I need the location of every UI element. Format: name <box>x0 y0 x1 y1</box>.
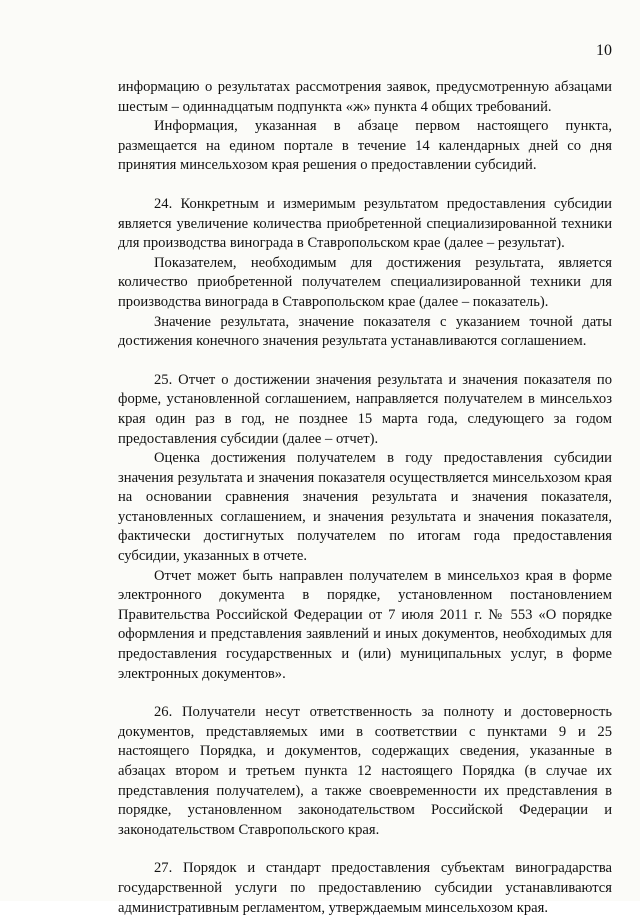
paragraph-24: 24. Конкретным и измеримым результатом предоставления субсидии является увеличение количества приобретенной специализированной техники для производства винограда в Ставропольском крае (далее – результат). <box>118 195 612 252</box>
paragraph-24-values: Значение результата, значение показателя с указанием точной даты достижения конечного значения результата устанавливаются соглашением. <box>118 313 612 350</box>
paragraph-continuation: информацию о результатах рассмотрения заявок, предусмотренную абзацами шестым – одиннадцатым подпункта «ж» пункта 4 общих требований. <box>118 79 612 115</box>
page-number: 10 <box>596 42 612 59</box>
paragraph-23-info: Информация, указанная в абзаце первом настоящего пункта, размещается на едином портале в течение 14 календарных дней со дня принятия минсельхозом края решения о предоставлении субсидий. <box>118 118 612 174</box>
paragraph-25: 25. Отчет о достижении значения результата и значения показателя по форме, установленной соглашением, направляется получателем в минсельхоз края один раз в год, не позднее 15 марта года, следующего за годом предоставления субсидии (далее – отчет). <box>118 371 612 447</box>
paragraph-27: 27. Порядок и стандарт предоставления субъектам виноградарства государственной услуги по предоставлению субсидии устанавливаются административным регламентом, утверждаемым минсельхозом края. <box>118 860 612 916</box>
paragraph-25-electronic: Отчет может быть направлен получателем в минсельхоз края в форме электронного документа в порядке, установленном постановлением Правительства Российской Федерации от 7 июля 2011 г. № 553 «О порядке оформления и представления заявлений и иных документов, необходимых для предоставления государственных и (или) муниципальных услуг, в форме электронных документов». <box>118 567 612 682</box>
paragraph-26: 26. Получатели несут ответственность за полноту и достоверность документов, представляемых ими в соответствии с пунктами 9 и 25 настоящего Порядка, и документов, содержащих сведения, указанные в абзацах втором и третьем пункта 12 настоящего Порядка (в случае их представления получателем), а также своевременности их представления в порядке, установленном законодательством Российской Федерации и законодательством Ставропольского края. <box>118 704 612 838</box>
paragraph-25-assessment: Оценка достижения получателем в году предоставления субсидии значения результата и значения показателя осуществляется минсельхозом края на основании сравнения значения результата и значения показателя, установленных соглашением, и значения результата и значения показателя, фактически достигнутых получателем по итогам года предоставления субсидии, указанных в отчете. <box>118 450 612 565</box>
paragraph-24-indicator: Показателем, необходимым для достижения результата, является количество приобретенной получателем специализированной техники для производства винограда в Ставропольском крае (далее – показатель). <box>118 254 612 310</box>
document-body <box>118 78 612 918</box>
